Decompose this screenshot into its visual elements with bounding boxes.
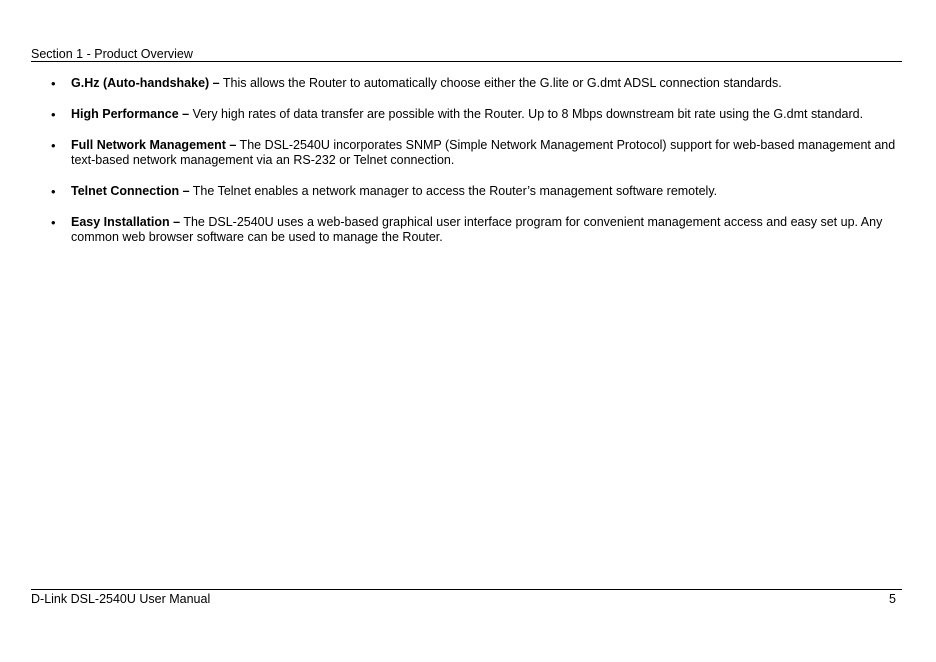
feature-list [31, 76, 902, 245]
section-header [31, 47, 902, 62]
bullet-icon: • [51, 107, 56, 122]
page-footer [31, 589, 902, 607]
feature-term: Telnet Connection – [71, 184, 190, 198]
list-item [31, 76, 902, 91]
bullet-icon: • [51, 215, 56, 230]
manual-title: D-Link DSL-2540U User Manual [31, 592, 211, 606]
list-item [31, 215, 902, 245]
bullet-icon: • [51, 138, 56, 153]
list-item [31, 138, 902, 168]
feature-description: The Telnet enables a network manager to access the Router’s management software remotely. [189, 184, 718, 198]
feature-list-container [31, 76, 902, 261]
bullet-icon: • [51, 76, 56, 91]
feature-term: Full Network Management – [71, 138, 237, 152]
feature-term: Easy Installation – [71, 215, 181, 229]
feature-description: This allows the Router to automatically choose either the G.lite or G.dmt ADSL connection standards. [219, 76, 782, 90]
feature-description: The DSL-2540U incorporates SNMP (Simple Network Management Protocol) support for web-based management and text-based network management via an RS-232 or Telnet connection. [71, 138, 896, 167]
list-item [31, 107, 902, 122]
page-number: 5 [889, 592, 896, 606]
bullet-icon: • [51, 184, 56, 199]
feature-term: G.Hz (Auto-handshake) – [71, 76, 220, 90]
feature-term: High Performance – [71, 107, 190, 121]
feature-description: Very high rates of data transfer are possible with the Router. Up to 8 Mbps downstream bit rate using the G.dmt standard. [189, 107, 864, 121]
list-item [31, 184, 902, 199]
feature-description: The DSL-2540U uses a web-based graphical user interface program for convenient management access and easy set up. Any common web browser software can be used to manage the Router. [71, 215, 883, 244]
section-title: Section 1 - Product Overview [31, 47, 193, 61]
